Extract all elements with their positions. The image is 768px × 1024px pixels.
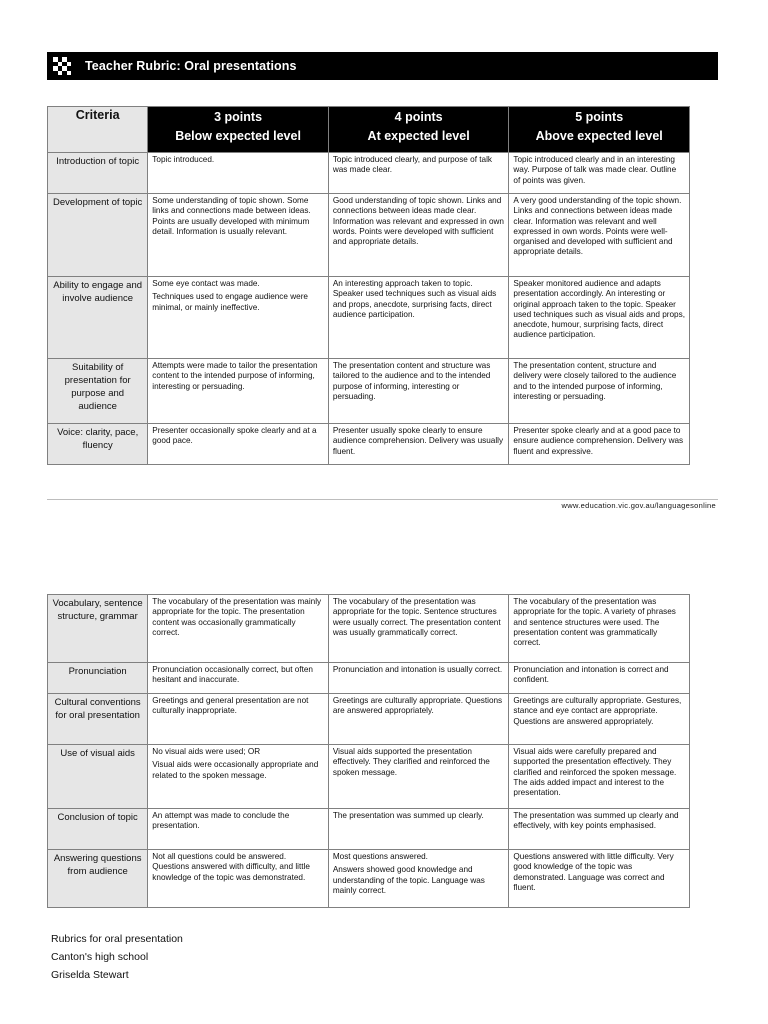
level-points: 4 points (394, 110, 443, 124)
descriptor-cell (509, 153, 690, 194)
level-header-4 (328, 107, 509, 153)
descriptor-cell (148, 850, 329, 908)
descriptor-text: The presentation was summed up clearly. (332, 811, 484, 820)
table-row (48, 359, 690, 424)
table-row (48, 663, 690, 694)
footer-line-1: Rubrics for oral presentation (51, 933, 183, 945)
level-header-5 (509, 107, 690, 153)
page-title: Teacher Rubric: Oral presentations (85, 59, 297, 73)
descriptor-text: The presentation content, structure and delivery were closely tailored to the audience and to the intended purpose of informing, interesting or persuading. (513, 361, 677, 401)
descriptor-cell (328, 595, 509, 663)
descriptor-cell (148, 153, 329, 194)
descriptor-cell (509, 277, 690, 359)
descriptor-text: Pronunciation and intonation is correct and confident. (513, 665, 669, 685)
descriptor-text: Good understanding of topic shown. Links and connections between ideas made clear. Information was relevant and expressed in own words. Points were developed with sufficient and appropriate details. (332, 196, 504, 247)
descriptor-text: Some understanding of topic shown. Some links and connections made between ideas. Points are usually developed with minimum detail. Information is usually relevant. (152, 196, 311, 236)
descriptor-text: Greetings and general presentation are not culturally inappropriate. (152, 696, 309, 716)
title-bar (47, 52, 718, 80)
descriptor-text: Pronunciation occasionally correct, but often hesitant and inaccurate. (152, 665, 313, 685)
source-url: www.education.vic.gov.au/languagesonline (561, 501, 716, 510)
level-points: 3 points (214, 110, 263, 124)
descriptor-text: Topic introduced. (152, 155, 215, 164)
descriptor-cell (148, 663, 329, 694)
descriptor-cell (148, 745, 329, 809)
descriptor-cell (328, 194, 509, 277)
descriptor-text: Presenter usually spoke clearly to ensure audience comprehension. Delivery was usually fluent. (332, 426, 504, 456)
descriptor-text: Most questions answered. (332, 852, 428, 861)
descriptor-text: Topic introduced clearly, and purpose of talk was made clear. (332, 155, 492, 175)
table-row (48, 595, 690, 663)
criterion-cell: Conclusion of topic (48, 809, 148, 850)
descriptor-cell (328, 424, 509, 465)
rubric-table-1 (47, 106, 690, 465)
table-row (48, 424, 690, 465)
descriptor-text: Techniques used to engage audience were minimal, or mainly ineffective. (152, 292, 308, 312)
descriptor-text: Pronunciation and intonation is usually correct. (332, 665, 503, 674)
descriptor-text: Presenter spoke clearly and at a good pace to ensure audience comprehension. Delivery was fluent and expressive. (513, 426, 684, 456)
descriptor-text: Attempts were made to tailor the presentation content to the intended purpose of informing, interesting or persuading. (152, 361, 318, 391)
descriptor-text: Speaker monitored audience and adapts presentation accordingly. An interesting or original approach taken to the topic. Speaker used techniques such as visual aids and props, anecdote, humour, surprising facts, direct audience participation. (513, 279, 685, 340)
level-name: Above expected level (535, 129, 663, 143)
descriptor-cell (328, 809, 509, 850)
descriptor-text: Not all questions could be answered. Questions answered with difficulty, and little knowledge of the topic was demonstrated. (152, 852, 310, 882)
descriptor-text: A very good understanding of the topic shown. Links and connections between ideas made clear. Information was relevant and well expressed in own words. Points were well-organised and developed with sufficient and appropriate details. (513, 196, 682, 257)
footer-line-3: Griselda Stewart (51, 969, 129, 981)
descriptor-cell (148, 809, 329, 850)
level-header-3 (148, 107, 329, 153)
descriptor-text: Visual aids were occasionally appropriate and related to the spoken message. (152, 760, 319, 780)
descriptor-text: Some eye contact was made. (152, 279, 260, 288)
descriptor-cell (328, 153, 509, 194)
criterion-cell: Introduction of topic (48, 153, 148, 194)
descriptor-text: Greetings are culturally appropriate. Questions are answered appropriately. (332, 696, 503, 716)
criterion-cell: Ability to engage and involve audience (48, 277, 148, 359)
descriptor-cell (148, 694, 329, 745)
table-row (48, 809, 690, 850)
criterion-cell: Suitability of presentation for purpose and audience (48, 359, 148, 424)
descriptor-text: No visual aids were used; OR (152, 747, 261, 756)
descriptor-text: Questions answered with little difficulty. Very good knowledge of the topic was demonstrated. Language was correct and fluent. (513, 852, 674, 892)
descriptor-cell (509, 663, 690, 694)
checkered-logo-icon (53, 57, 71, 75)
footer-line-2: Canton's high school (51, 951, 149, 963)
level-name: At expected level (367, 129, 470, 143)
descriptor-text: Visual aids supported the presentation effectively. They clarified and reinforced the spoken message. (332, 747, 490, 777)
rubric-table-2 (47, 594, 690, 908)
table-row (48, 277, 690, 359)
page-divider (47, 499, 718, 500)
descriptor-cell (509, 850, 690, 908)
descriptor-cell (509, 424, 690, 465)
descriptor-cell (509, 359, 690, 424)
descriptor-cell (328, 277, 509, 359)
descriptor-cell (148, 595, 329, 663)
table-row (48, 850, 690, 908)
descriptor-text: Greetings are culturally appropriate. Gestures, stance and eye contact are appropriate. Questions are answered appropriately. (513, 696, 682, 726)
header-row (48, 107, 690, 153)
footer (51, 930, 183, 984)
descriptor-cell (148, 424, 329, 465)
table-row (48, 745, 690, 809)
table-row (48, 194, 690, 277)
criterion-cell: Use of visual aids (48, 745, 148, 809)
rubric-body-2 (48, 595, 690, 908)
criterion-cell: Pronunciation (48, 663, 148, 694)
descriptor-cell (509, 595, 690, 663)
level-points: 5 points (575, 110, 624, 124)
criterion-cell: Voice: clarity, pace, fluency (48, 424, 148, 465)
descriptor-cell (509, 194, 690, 277)
descriptor-cell (328, 850, 509, 908)
descriptor-text: Answers showed good knowledge and understanding of the topic. Language was mainly correct. (332, 865, 485, 895)
descriptor-text: The vocabulary of the presentation was mainly appropriate for the topic. The presentation content was occasionally grammatically correct. (152, 597, 322, 637)
rubric-body-1 (48, 153, 690, 465)
criterion-cell: Vocabulary, sentence structure, grammar (48, 595, 148, 663)
descriptor-text: An attempt was made to conclude the presentation. (152, 811, 290, 831)
descriptor-cell (328, 745, 509, 809)
table-row (48, 694, 690, 745)
descriptor-text: The vocabulary of the presentation was appropriate for the topic. A variety of phrases and sentence structures were used. The presentation content was grammatically correct. (513, 597, 676, 648)
descriptor-text: The presentation was summed up clearly and effectively, with key points emphasised. (513, 811, 679, 831)
criterion-cell: Development of topic (48, 194, 148, 277)
criteria-header: Criteria (48, 107, 148, 153)
descriptor-text: Visual aids were carefully prepared and supported the presentation effectively. They clarified and reinforced the spoken message. The aids added impact and interest to the presentation. (513, 747, 677, 798)
descriptor-cell (328, 663, 509, 694)
descriptor-cell (148, 359, 329, 424)
descriptor-text: Topic introduced clearly and in an interesting way. Purpose of talk was made clear. Outline of points was given. (513, 155, 677, 185)
criterion-cell: Answering questions from audience (48, 850, 148, 908)
descriptor-cell (328, 359, 509, 424)
descriptor-text: The presentation content and structure was tailored to the audience and to the intended purpose of informing, interesting or persuading. (332, 361, 491, 401)
table-row (48, 153, 690, 194)
descriptor-cell (509, 809, 690, 850)
descriptor-cell (148, 194, 329, 277)
descriptor-text: Presenter occasionally spoke clearly and at a good pace. (152, 426, 317, 446)
level-name: Below expected level (175, 129, 301, 143)
criterion-cell: Cultural conventions for oral presentation (48, 694, 148, 745)
descriptor-cell (509, 694, 690, 745)
descriptor-text: The vocabulary of the presentation was appropriate for the topic. Sentence structures were usually correct. The presentation content was usually grammatically correct. (332, 597, 501, 637)
descriptor-cell (328, 694, 509, 745)
descriptor-cell (509, 745, 690, 809)
descriptor-cell (148, 277, 329, 359)
descriptor-text: An interesting approach taken to topic. Speaker used techniques such as visual aids and props, anecdote, surprising facts, direct audience participation. (332, 279, 497, 319)
